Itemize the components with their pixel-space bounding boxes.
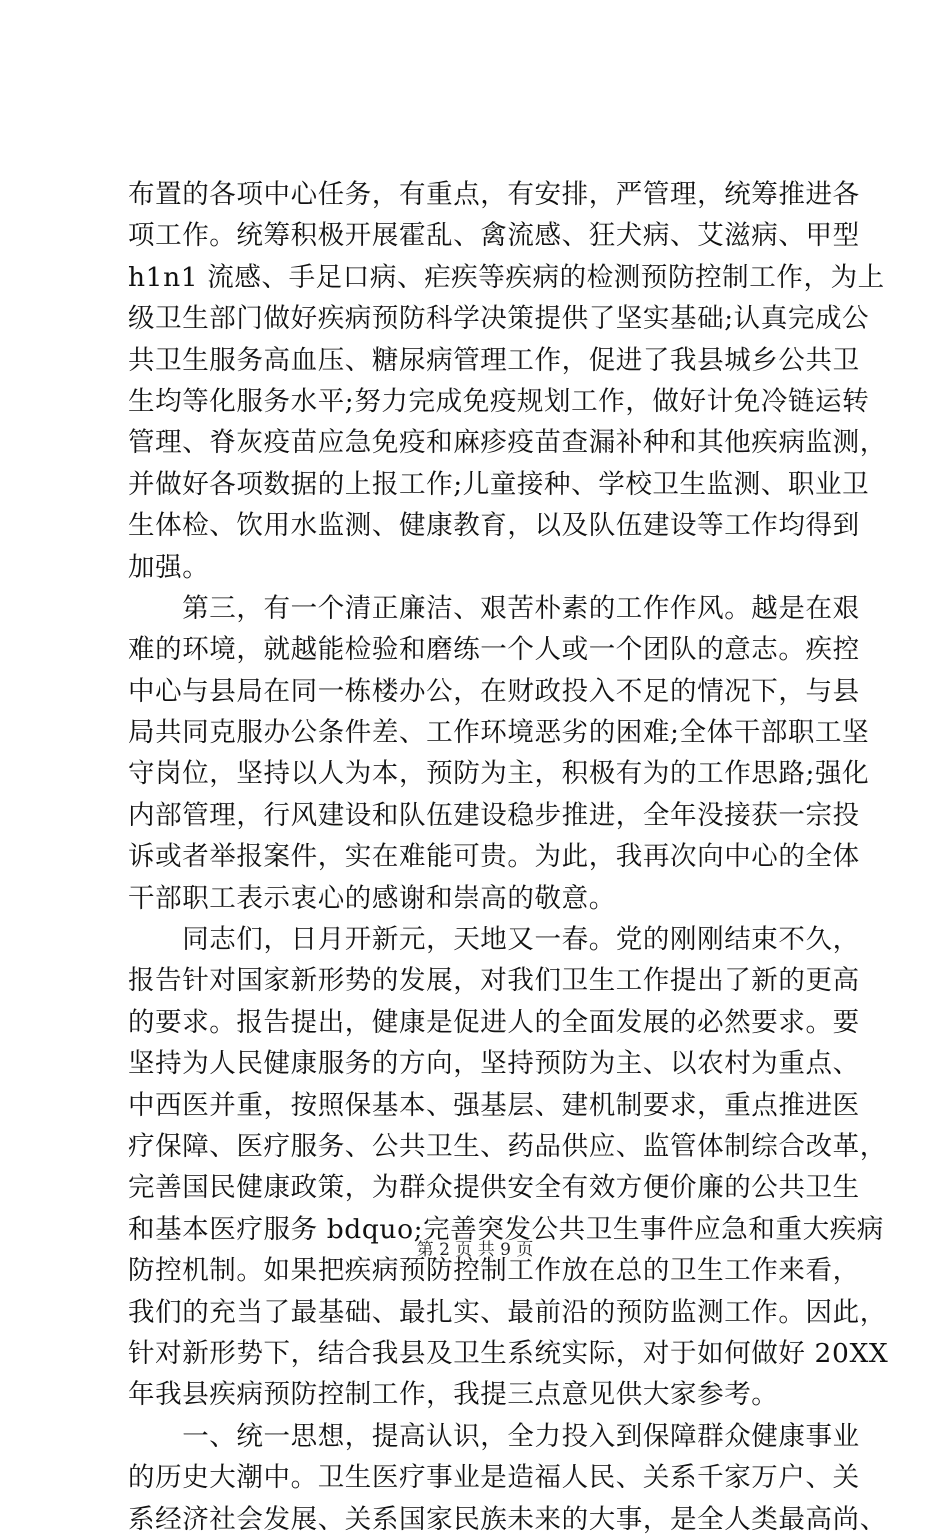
text-line: h1n1 流感、手足口病、疟疾等疾病的检测预防控制工作，为上 (128, 261, 885, 293)
text-line: 局共同克服办公条件差、工作环境恶劣的困难;全体干部职工坚 (128, 717, 870, 749)
text-line: 干部职工表示衷心的感谢和崇高的敬意。 (128, 882, 616, 914)
text-line: 我们的充当了最基础、最扎实、最前沿的预防监测工作。因此， (128, 1296, 887, 1328)
text-line: 疗保障、医疗服务、公共卫生、药品供应、监管体制综合改革， (128, 1130, 887, 1162)
text-line: 管理、脊灰疫苗应急免疫和麻疹疫苗查漏补种和其他疾病监测， (128, 427, 887, 459)
text-line: 中心与县局在同一栋楼办公，在财政投入不足的情况下，与县 (128, 675, 860, 707)
text-line: 防控机制。如果把疾病预防控制工作放在总的卫生工作来看， (128, 1255, 860, 1287)
text-line: 中西医并重，按照保基本、强基层、建机制要求，重点推进医 (128, 1089, 860, 1121)
text-line: 生均等化服务水平;努力完成免疫规划工作，做好计免冷链运转 (128, 385, 870, 417)
text-line: 项工作。统筹积极开展霍乱、禽流感、狂犬病、艾滋病、甲型 (128, 220, 860, 252)
text-line: 诉或者举报案件，实在难能可贵。为此，我再次向中心的全体 (128, 841, 860, 873)
text-line: 生体检、饮用水监测、健康教育，以及队伍建设等工作均得到 (128, 510, 860, 542)
text-line: 一、统一思想，提高认识，全力投入到保障群众健康事业 (128, 1420, 860, 1452)
text-line: 级卫生部门做好疾病预防科学决策提供了坚实基础;认真完成公 (128, 303, 870, 335)
text-line: 坚持为人民健康服务的方向，坚持预防为主、以农村为重点、 (128, 1048, 860, 1080)
text-line: 的历史大潮中。卫生医疗事业是造福人民、关系千家万户、关 (128, 1462, 860, 1494)
text-line: 内部管理，行风建设和队伍建设稳步推进，全年没接获一宗投 (128, 799, 860, 831)
text-line: 同志们，日月开新元，天地又一春。党的刚刚结束不久， (128, 924, 860, 956)
text-line: 年我县疾病预防控制工作，我提三点意见供大家参考。 (128, 1379, 779, 1411)
body-text (128, 174, 889, 1540)
text-line: 报告针对国家新形势的发展，对我们卫生工作提出了新的更高 (128, 965, 860, 997)
text-line: 系经济社会发展、关系国家民族未来的大事，是全人类最高尚、 (128, 1503, 887, 1535)
page-footer: 第 2 页 共 9 页 (416, 1240, 534, 1260)
text-line: 守岗位，坚持以人为本，预防为主，积极有为的工作思路;强化 (128, 758, 870, 790)
text-line: 并做好各项数据的上报工作;儿童接种、学校卫生监测、职业卫 (128, 468, 870, 500)
text-line: 难的环境，就越能检验和磨练一个人或一个团队的意志。疾控 (128, 634, 860, 666)
text-line: 和基本医疗服务 bdquo;完善突发公共卫生事件应急和重大疾病 (128, 1213, 884, 1245)
text-line: 完善国民健康政策，为群众提供安全有效方便价廉的公共卫生 (128, 1172, 860, 1204)
text-line: 共卫生服务高血压、糖尿病管理工作，促进了我县城乡公共卫 (128, 344, 860, 376)
text-line: 布置的各项中心任务，有重点，有安排，严管理，统筹推进各 (128, 179, 860, 210)
text-line: 针对新形势下，结合我县及卫生系统实际，对于如何做好 20XX (128, 1337, 889, 1369)
text-line: 加强。 (128, 551, 210, 583)
text-line: 的要求。报告提出，健康是促进人的全面发展的必然要求。要 (128, 1006, 860, 1038)
text-line: 第三，有一个清正廉洁、艰苦朴素的工作作风。越是在艰 (128, 592, 860, 624)
